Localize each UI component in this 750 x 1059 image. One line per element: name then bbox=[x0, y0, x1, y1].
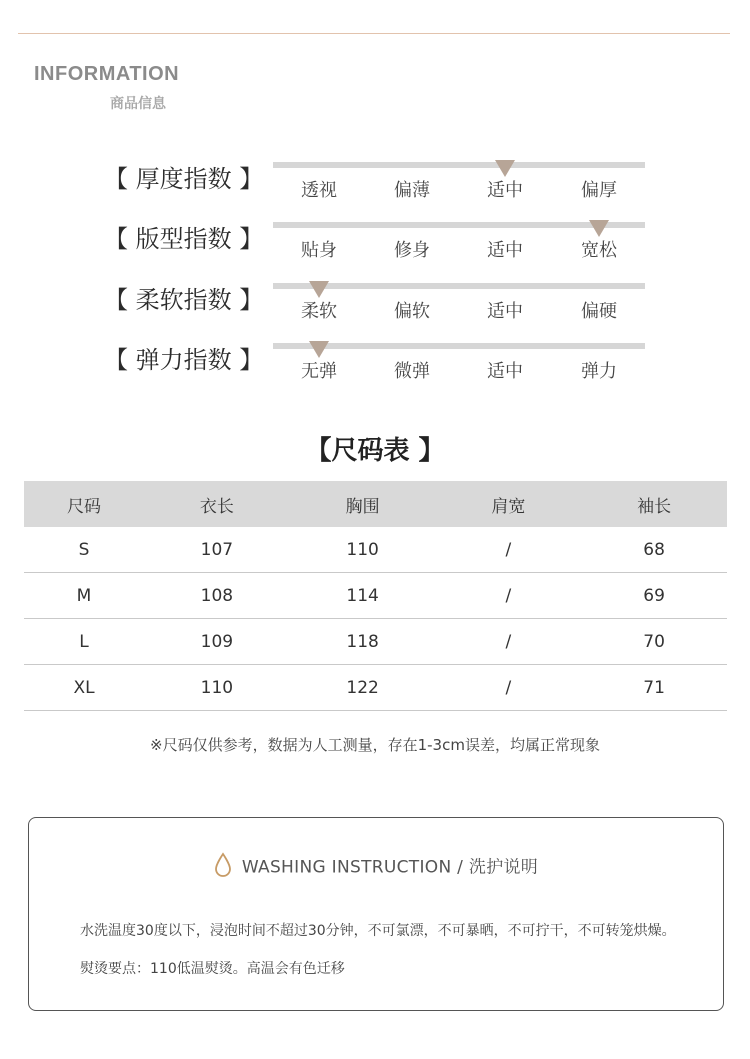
table-cell: 70 bbox=[581, 619, 727, 665]
washing-line-ironing: 熨烫要点：110低温熨烫。高温会有色迁移 bbox=[80, 961, 345, 977]
table-cell: 118 bbox=[290, 619, 436, 665]
size-chart-title: 【尺码表 】 bbox=[305, 436, 445, 466]
washing-line-temperature: 水洗温度30度以下，浸泡时间不超过30分钟，不可氯漂，不可暴晒，不可拧干，不可转笼烘燥。 bbox=[80, 923, 676, 939]
table-cell: 122 bbox=[290, 665, 436, 711]
thickness-index-label: 【 厚度指数 】 bbox=[104, 165, 264, 193]
thickness-index-option: 适中 bbox=[487, 180, 523, 201]
header-cell-sleeve: 袖长 bbox=[581, 481, 727, 527]
washing-instruction-box bbox=[28, 817, 724, 1011]
softness-index-option: 偏软 bbox=[394, 301, 430, 322]
elasticity-index-option: 微弹 bbox=[394, 361, 430, 382]
fit-index-row bbox=[0, 222, 750, 282]
section-title: INFORMATION bbox=[34, 63, 180, 85]
table-cell: / bbox=[436, 527, 582, 573]
table-cell: 107 bbox=[144, 527, 290, 573]
washing-heading bbox=[29, 852, 723, 878]
table-row bbox=[24, 665, 727, 711]
washing-title: WASHING INSTRUCTION / 洗护说明 bbox=[241, 857, 539, 878]
table-cell: 68 bbox=[581, 527, 727, 573]
table-cell: 71 bbox=[581, 665, 727, 711]
table-cell: / bbox=[436, 619, 582, 665]
table-cell: / bbox=[436, 665, 582, 711]
table-cell: 114 bbox=[290, 573, 436, 619]
elasticity-index-label: 【 弹力指数 】 bbox=[104, 346, 264, 374]
thickness-index-marker-icon bbox=[495, 160, 515, 177]
table-cell: 110 bbox=[290, 527, 436, 573]
softness-index-row bbox=[0, 283, 750, 343]
thickness-index-option: 透视 bbox=[301, 180, 337, 201]
header-cell-shoulder: 肩宽 bbox=[436, 481, 582, 527]
size-note: ※尺码仅供参考，数据为人工测量，存在1-3cm误差，均属正常现象 bbox=[150, 736, 600, 754]
table-cell: 110 bbox=[144, 665, 290, 711]
elasticity-index-row bbox=[0, 343, 750, 403]
table-row bbox=[24, 527, 727, 573]
table-cell: 109 bbox=[144, 619, 290, 665]
top-divider bbox=[18, 33, 730, 34]
elasticity-index-option: 无弹 bbox=[301, 361, 337, 382]
softness-index-option: 适中 bbox=[487, 301, 523, 322]
softness-index-label: 【 柔软指数 】 bbox=[104, 286, 264, 314]
header-cell-length: 衣长 bbox=[144, 481, 290, 527]
fit-index-option: 宽松 bbox=[581, 240, 617, 261]
softness-index-option: 偏硬 bbox=[581, 301, 617, 322]
thickness-index-scale-bar bbox=[273, 162, 645, 168]
table-cell: / bbox=[436, 573, 582, 619]
header-cell-chest: 胸围 bbox=[290, 481, 436, 527]
elasticity-index-option: 适中 bbox=[487, 361, 523, 382]
fit-index-option: 适中 bbox=[487, 240, 523, 261]
fit-index-option: 贴身 bbox=[301, 240, 337, 261]
softness-index-marker-icon bbox=[309, 281, 329, 298]
thickness-index-row bbox=[0, 162, 750, 222]
thickness-index-option: 偏厚 bbox=[581, 180, 617, 201]
table-cell: M bbox=[24, 573, 144, 619]
softness-index-option: 柔软 bbox=[301, 301, 337, 322]
size-table-header bbox=[24, 481, 727, 527]
table-cell: 69 bbox=[581, 573, 727, 619]
table-cell: XL bbox=[24, 665, 144, 711]
fit-index-option: 修身 bbox=[394, 240, 430, 261]
elasticity-index-option: 弹力 bbox=[581, 361, 617, 382]
table-cell: S bbox=[24, 527, 144, 573]
fit-index-label: 【 版型指数 】 bbox=[104, 225, 264, 253]
section-subtitle: 商品信息 bbox=[110, 96, 166, 112]
size-table bbox=[24, 481, 727, 711]
fit-index-marker-icon bbox=[589, 220, 609, 237]
water-drop-icon bbox=[214, 852, 232, 878]
table-row bbox=[24, 573, 727, 619]
table-cell: L bbox=[24, 619, 144, 665]
elasticity-index-marker-icon bbox=[309, 341, 329, 358]
thickness-index-option: 偏薄 bbox=[394, 180, 430, 201]
table-row bbox=[24, 619, 727, 665]
header-cell-size: 尺码 bbox=[24, 481, 144, 527]
table-cell: 108 bbox=[144, 573, 290, 619]
